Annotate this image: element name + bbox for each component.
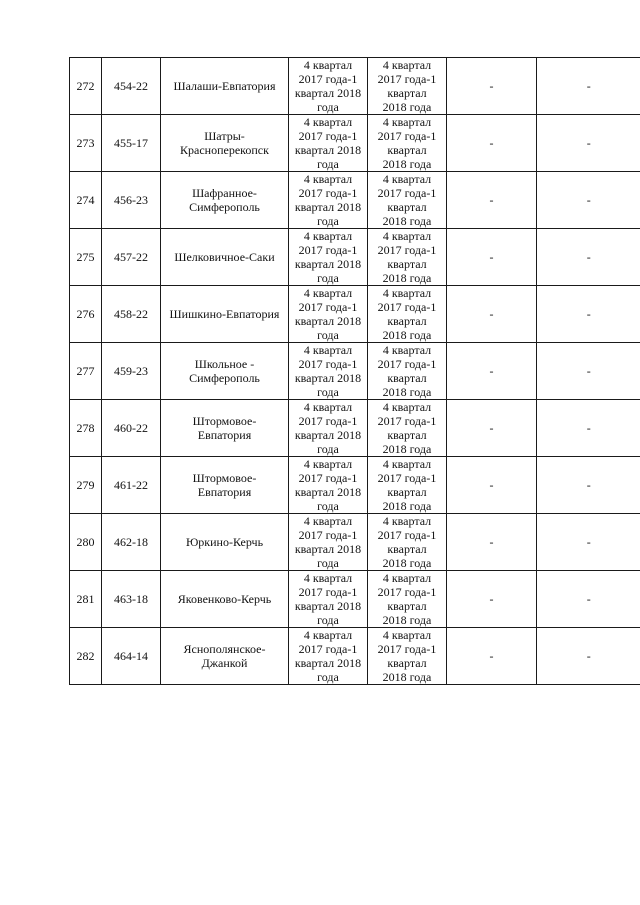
route-name-cell-line: Шалаши-Евпатория xyxy=(173,78,276,93)
period-start-cell-line: квартал 2018 xyxy=(294,200,362,214)
dash-cell-1: - xyxy=(447,514,537,571)
table-row xyxy=(70,514,640,571)
period-end-cell-line: 4 квартал xyxy=(382,172,432,186)
routes-table-body xyxy=(70,58,640,685)
route-name-cell xyxy=(161,286,289,343)
period-end-cell xyxy=(368,514,447,571)
period-end-cell xyxy=(368,457,447,514)
dash-cell-2: - xyxy=(537,286,640,343)
period-end-cell-line: квартал xyxy=(387,485,427,499)
dash-cell-1: - xyxy=(447,172,537,229)
row-number-cell: 278 xyxy=(70,400,102,457)
period-start-cell-line: 2017 года-1 xyxy=(298,642,358,656)
period-end-cell-line: 2017 года-1 xyxy=(377,72,437,86)
route-code-cell: 462-18 xyxy=(102,514,161,571)
table-row xyxy=(70,343,640,400)
period-start-cell-line: 4 квартал xyxy=(303,229,353,243)
route-name-cell-line: Школьное - xyxy=(194,356,255,371)
dash-cell-1: - xyxy=(447,286,537,343)
row-number-cell: 279 xyxy=(70,457,102,514)
dash-cell-2: - xyxy=(537,58,640,115)
period-start-cell-line: квартал 2018 xyxy=(294,371,362,385)
period-start-cell xyxy=(289,514,368,571)
period-start-cell-line: 4 квартал xyxy=(303,58,353,72)
dash-cell-2: - xyxy=(537,229,640,286)
period-end-cell-line: квартал xyxy=(387,86,427,100)
dash-cell-1: - xyxy=(447,628,537,685)
period-start-cell-line: года xyxy=(317,100,339,114)
period-end-cell-line: 4 квартал xyxy=(382,457,432,471)
period-end-cell-line: квартал xyxy=(387,428,427,442)
row-number-cell: 273 xyxy=(70,115,102,172)
dash-cell-2: - xyxy=(537,343,640,400)
period-end-cell-line: 4 квартал xyxy=(382,343,432,357)
period-end-cell-line: 4 квартал xyxy=(382,628,432,642)
row-number-cell: 276 xyxy=(70,286,102,343)
period-end-cell-line: 2017 года-1 xyxy=(377,471,437,485)
period-start-cell-line: квартал 2018 xyxy=(294,86,362,100)
route-name-cell xyxy=(161,115,289,172)
route-name-cell-line: Красноперекопск xyxy=(180,143,269,157)
period-end-cell-line: квартал xyxy=(387,599,427,613)
period-start-cell-line: 4 квартал xyxy=(303,514,353,528)
table-row xyxy=(70,115,640,172)
route-name-cell xyxy=(161,400,289,457)
period-start-cell-line: 2017 года-1 xyxy=(298,300,358,314)
period-end-cell xyxy=(368,172,447,229)
period-start-cell-line: квартал 2018 xyxy=(294,656,362,670)
period-end-cell-line: квартал xyxy=(387,257,427,271)
period-start-cell-line: 2017 года-1 xyxy=(298,186,358,200)
table-row xyxy=(70,172,640,229)
period-start-cell xyxy=(289,229,368,286)
period-start-cell-line: 2017 года-1 xyxy=(298,129,358,143)
dash-cell-1: - xyxy=(447,229,537,286)
dash-cell-1: - xyxy=(447,400,537,457)
route-code-cell: 454-22 xyxy=(102,58,161,115)
period-end-cell-line: 4 квартал xyxy=(382,58,432,72)
period-end-cell-line: 4 квартал xyxy=(382,115,432,129)
period-end-cell-line: 4 квартал xyxy=(382,286,432,300)
route-name-cell-line: Штормовое- xyxy=(192,413,257,428)
period-end-cell-line: 2018 года xyxy=(382,328,432,342)
dash-cell-2: - xyxy=(537,514,640,571)
route-code-cell: 460-22 xyxy=(102,400,161,457)
period-end-cell-line: квартал xyxy=(387,542,427,556)
period-end-cell-line: 2017 года-1 xyxy=(377,414,437,428)
period-end-cell-line: 2018 года xyxy=(382,157,432,171)
route-code-cell: 457-22 xyxy=(102,229,161,286)
row-number-cell: 277 xyxy=(70,343,102,400)
period-end-cell xyxy=(368,115,447,172)
route-name-cell-line: Симферополь xyxy=(189,200,260,214)
period-end-cell-line: 2017 года-1 xyxy=(377,642,437,656)
dash-cell-2: - xyxy=(537,571,640,628)
route-name-cell-line: Штормовое- xyxy=(192,470,257,485)
period-start-cell xyxy=(289,571,368,628)
route-code-cell: 458-22 xyxy=(102,286,161,343)
period-start-cell-line: года xyxy=(317,442,339,456)
table-row xyxy=(70,229,640,286)
dash-cell-2: - xyxy=(537,115,640,172)
route-name-cell-line: Яковенково-Керчь xyxy=(177,591,272,606)
period-start-cell-line: квартал 2018 xyxy=(294,542,362,556)
period-start-cell-line: 2017 года-1 xyxy=(298,528,358,542)
period-end-cell-line: 2018 года xyxy=(382,499,432,513)
period-start-cell-line: 2017 года-1 xyxy=(298,471,358,485)
route-name-cell xyxy=(161,229,289,286)
period-end-cell-line: 2017 года-1 xyxy=(377,243,437,257)
dash-cell-2: - xyxy=(537,457,640,514)
period-end-cell-line: 2017 года-1 xyxy=(377,585,437,599)
table-row xyxy=(70,400,640,457)
row-number-cell: 275 xyxy=(70,229,102,286)
route-name-cell-line: Симферополь xyxy=(189,371,260,385)
period-start-cell xyxy=(289,400,368,457)
period-end-cell xyxy=(368,286,447,343)
period-start-cell xyxy=(289,172,368,229)
period-end-cell xyxy=(368,571,447,628)
period-end-cell-line: 4 квартал xyxy=(382,400,432,414)
route-name-cell-line: Юркино-Керчь xyxy=(185,534,264,549)
route-name-cell-line: Шишкино-Евпатория xyxy=(169,306,280,321)
period-end-cell-line: 2018 года xyxy=(382,100,432,114)
period-start-cell-line: года xyxy=(317,556,339,570)
period-end-cell-line: 2017 года-1 xyxy=(377,528,437,542)
dash-cell-1: - xyxy=(447,457,537,514)
period-start-cell-line: года xyxy=(317,157,339,171)
table-row xyxy=(70,58,640,115)
route-name-cell xyxy=(161,58,289,115)
route-name-cell-line: Евпатория xyxy=(197,485,252,499)
route-name-cell xyxy=(161,172,289,229)
period-start-cell-line: 4 квартал xyxy=(303,400,353,414)
row-number-cell: 280 xyxy=(70,514,102,571)
period-end-cell-line: 2018 года xyxy=(382,271,432,285)
dash-cell-2: - xyxy=(537,400,640,457)
period-start-cell-line: года xyxy=(317,670,339,684)
route-code-cell: 456-23 xyxy=(102,172,161,229)
period-start-cell-line: квартал 2018 xyxy=(294,314,362,328)
period-start-cell-line: года xyxy=(317,271,339,285)
period-start-cell-line: квартал 2018 xyxy=(294,257,362,271)
table-row xyxy=(70,286,640,343)
route-code-cell: 459-23 xyxy=(102,343,161,400)
period-end-cell-line: квартал xyxy=(387,200,427,214)
period-start-cell-line: года xyxy=(317,328,339,342)
period-end-cell-line: квартал xyxy=(387,314,427,328)
route-name-cell-line: Джанкой xyxy=(201,656,248,670)
period-end-cell-line: 2018 года xyxy=(382,556,432,570)
route-name-cell-line: Евпатория xyxy=(197,428,252,442)
route-code-cell: 464-14 xyxy=(102,628,161,685)
dash-cell-1: - xyxy=(447,115,537,172)
period-end-cell-line: 2018 года xyxy=(382,670,432,684)
period-end-cell-line: 2017 года-1 xyxy=(377,300,437,314)
period-end-cell-line: квартал xyxy=(387,143,427,157)
period-end-cell xyxy=(368,343,447,400)
route-code-cell: 455-17 xyxy=(102,115,161,172)
period-start-cell-line: 2017 года-1 xyxy=(298,72,358,86)
route-name-cell-line: Шафранное- xyxy=(192,185,257,200)
period-start-cell-line: года xyxy=(317,214,339,228)
route-code-cell: 461-22 xyxy=(102,457,161,514)
period-start-cell xyxy=(289,58,368,115)
period-start-cell-line: года xyxy=(317,613,339,627)
period-start-cell-line: года xyxy=(317,499,339,513)
period-start-cell xyxy=(289,457,368,514)
period-start-cell-line: 4 квартал xyxy=(303,286,353,300)
period-end-cell-line: 2017 года-1 xyxy=(377,186,437,200)
period-end-cell-line: 2018 года xyxy=(382,442,432,456)
period-end-cell-line: 4 квартал xyxy=(382,514,432,528)
route-name-cell xyxy=(161,457,289,514)
route-name-cell xyxy=(161,628,289,685)
period-start-cell-line: 4 квартал xyxy=(303,457,353,471)
route-code-cell: 463-18 xyxy=(102,571,161,628)
route-name-cell xyxy=(161,514,289,571)
period-start-cell-line: квартал 2018 xyxy=(294,485,362,499)
dash-cell-2: - xyxy=(537,172,640,229)
period-end-cell-line: 4 квартал xyxy=(382,229,432,243)
dash-cell-2: - xyxy=(537,628,640,685)
period-start-cell-line: 2017 года-1 xyxy=(298,585,358,599)
routes-table xyxy=(69,57,640,685)
table-row xyxy=(70,457,640,514)
period-end-cell-line: 2018 года xyxy=(382,214,432,228)
period-start-cell-line: квартал 2018 xyxy=(294,599,362,613)
period-end-cell-line: 2018 года xyxy=(382,613,432,627)
period-start-cell xyxy=(289,115,368,172)
period-end-cell xyxy=(368,229,447,286)
period-start-cell-line: 4 квартал xyxy=(303,343,353,357)
route-name-cell xyxy=(161,571,289,628)
row-number-cell: 274 xyxy=(70,172,102,229)
row-number-cell: 281 xyxy=(70,571,102,628)
dash-cell-1: - xyxy=(447,343,537,400)
period-end-cell-line: 2017 года-1 xyxy=(377,357,437,371)
route-name-cell-line: Яснополянское- xyxy=(183,641,266,656)
period-end-cell-line: 2017 года-1 xyxy=(377,129,437,143)
period-start-cell xyxy=(289,286,368,343)
period-end-cell-line: квартал xyxy=(387,371,427,385)
period-start-cell-line: 2017 года-1 xyxy=(298,243,358,257)
period-start-cell-line: 4 квартал xyxy=(303,172,353,186)
period-start-cell-line: года xyxy=(317,385,339,399)
period-start-cell-line: 4 квартал xyxy=(303,628,353,642)
period-end-cell-line: 4 квартал xyxy=(382,571,432,585)
table-row xyxy=(70,628,640,685)
period-end-cell xyxy=(368,400,447,457)
period-end-cell xyxy=(368,58,447,115)
period-start-cell-line: 4 квартал xyxy=(303,571,353,585)
row-number-cell: 272 xyxy=(70,58,102,115)
period-end-cell-line: квартал xyxy=(387,656,427,670)
dash-cell-1: - xyxy=(447,571,537,628)
period-start-cell-line: 2017 года-1 xyxy=(298,357,358,371)
row-number-cell: 282 xyxy=(70,628,102,685)
period-start-cell-line: квартал 2018 xyxy=(294,143,362,157)
period-start-cell-line: квартал 2018 xyxy=(294,428,362,442)
dash-cell-1: - xyxy=(447,58,537,115)
period-start-cell-line: 2017 года-1 xyxy=(298,414,358,428)
route-name-cell-line: Шатры- xyxy=(204,128,245,143)
period-end-cell xyxy=(368,628,447,685)
period-start-cell xyxy=(289,343,368,400)
period-end-cell-line: 2018 года xyxy=(382,385,432,399)
table-row xyxy=(70,571,640,628)
period-start-cell xyxy=(289,628,368,685)
route-name-cell xyxy=(161,343,289,400)
period-start-cell-line: 4 квартал xyxy=(303,115,353,129)
route-name-cell-line: Шелковичное-Саки xyxy=(174,249,275,264)
